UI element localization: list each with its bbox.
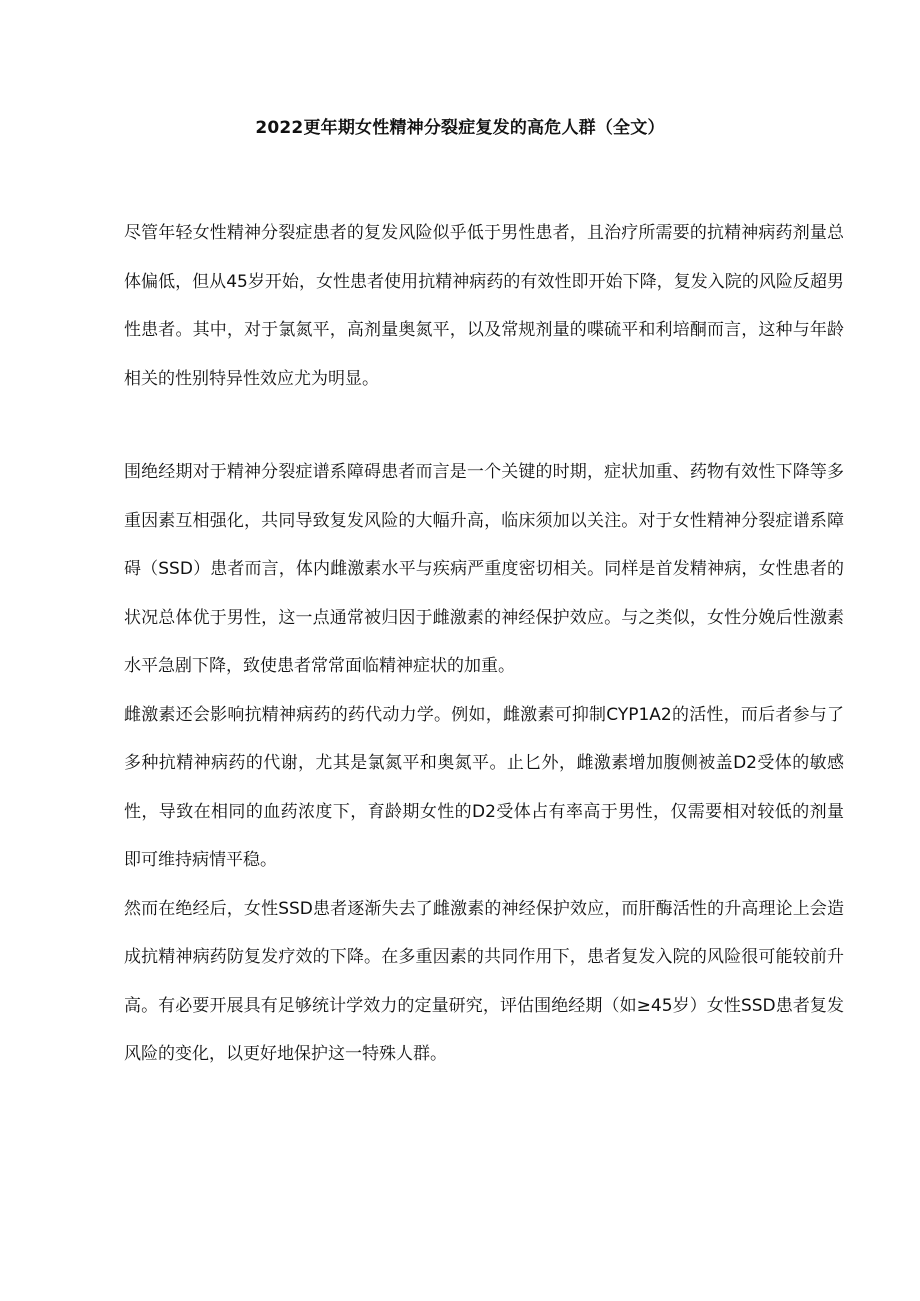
paragraph-2: 围绝经期对于精神分裂症谱系障碍患者而言是一个关键的时期，症状加重、药物有效性下降等多重因素互相强化，共同导致复发风险的大幅升高，临床须加以关注。对于女性精神分裂症谱系障碍（SSD）患者而言，体内雌激素水平与疾病严重度密切相关。同样是首发精神病，女性患者的状况总体优于男性，这一点通常被归因于雌激素的神经保护效应。与之类似，女性分娩后性激素水平急剧下降，致使患者常常面临精神症状的加重。: [124, 462, 844, 676]
paragraph-1: 尽管年轻女性精神分裂症患者的复发风险似乎低于男性患者，且治疗所需要的抗精神病药剂量总体偏低，但从45岁开始，女性患者使用抗精神病药的有效性即开始下降，复发入院的风险反超男性患者。其中，对于氯氮平，高剂量奥氮平，以及常规剂量的喋硫平和利培酮而言，这种与年龄相关的性别特异性效应尤为明显。: [124, 223, 844, 389]
paragraph-4: 然而在绝经后，女性SSD患者逐渐失去了雌激素的神经保护效应，而肝酶活性的升高理论上会造成抗精神病药防复发疗效的下降。在多重因素的共同作用下，患者复发入院的风险很可能较前升高。有必要开展具有足够统计学效力的定量研究，评估围绝经期（如≥45岁）女性SSD患者复发风险的变化，以更好地保护这一特殊人群。: [124, 898, 844, 1064]
document-title: 2022更年期女性精神分裂症复发的高危人群（全文）: [255, 118, 665, 138]
paragraph-3: 雌激素还会影响抗精神病药的药代动力学。例如，雌激素可抑制CYP1A2的活性，而后者参与了多种抗精神病药的代谢，尤其是氯氮平和奥氮平。止匕外，雌激素增加腹侧被盖D2受体的敏感性，导致在相同的血药浓度下，育龄期女性的D2受体占有率高于男性，仅需要相对较低的剂量即可维持病情平稳。: [124, 704, 844, 870]
paragraph-group: [124, 448, 844, 1079]
